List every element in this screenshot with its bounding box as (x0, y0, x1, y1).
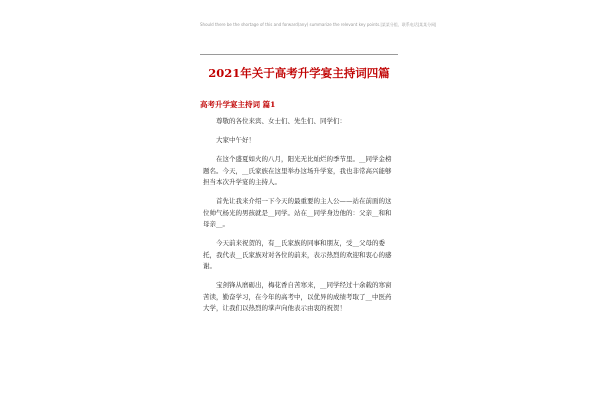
paragraph-protagonist: 首先让我来介绍一下今天的最重要的主人公——站在前面的这位帅气杨光的男孩就是__同学。站在__同学身边他的：父亲__和和母亲__。 (203, 197, 392, 228)
paragraph-thanks: 今天前来祝贺的，有__氏家族的同事和朋友，受__父母的委托，我代表__氏家族对对各位的前来，表示热烈的欢迎和衷心的感谢。 (203, 239, 392, 270)
header-small-text: Should there be the shortage of this and forward(any) summarize the relevant key points.|某某分组，联系电话|某某分网| (200, 22, 437, 27)
paragraph-congrats: 宝剑锋从磨砺出，梅花香自苦寒来，__同学经过十余载的寒窗苦读，勤奋学习，在今年的高考中，以优异的成绩考取了__中医药大学，让我们以热烈的掌声向他表示由衷的祝贺！ (203, 281, 392, 312)
document-title: 2021年关于高考升学宴主持词四篇 (208, 66, 390, 80)
section-title: 高考升学宴主持词 篇1 (200, 100, 276, 109)
header-divider (200, 54, 398, 55)
document-body (203, 116, 396, 322)
paragraph-intro: 在这个盛夏如火的八月，阳光无比灿烂的季节里。__同学金榜题名。今天，__氏家族在这里举办这场升学宴，我也非常高兴能够担当本次升学宴的主持人。 (203, 155, 392, 186)
paragraph-greeting: 尊敬的各位来宾、女士们、先生们、同学们： (216, 117, 346, 125)
paragraph-good-noon: 大家中午好！ (216, 136, 255, 144)
